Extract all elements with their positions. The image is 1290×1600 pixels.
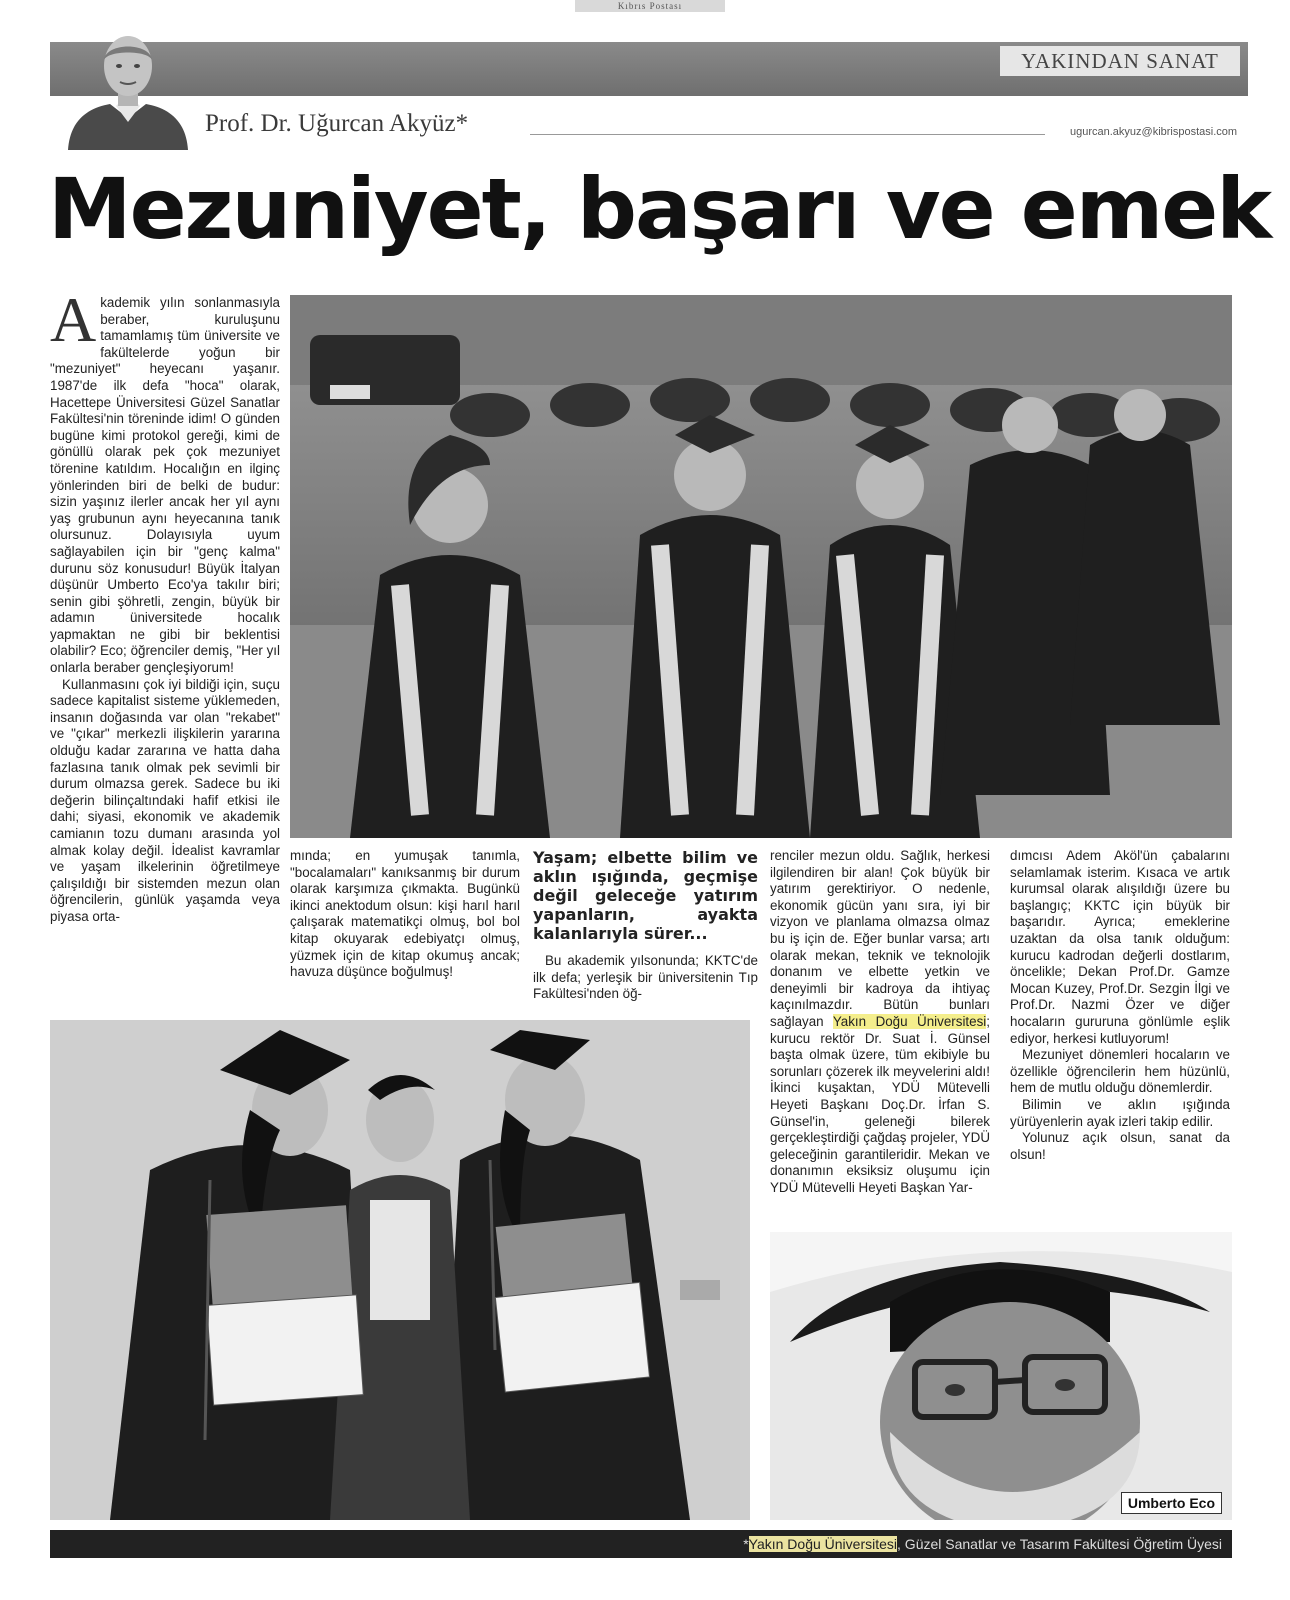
paragraph: Bu akademik yılsonunda; KKTC'de ilk defa; yerleşik bir üniversitenin Tıp Fakültesi'nden öğ- (533, 953, 758, 1002)
paragraph-text: ; kurucu rektör Dr. Suat İ. Günsel başta olmak üzere, tüm ekibiyle bu sorunları çözerek ilk meyvelerini aldı! İkinci kuşaktan, YDÜ Mütevelli Heyeti Başkanı Doç.Dr. İrfan S. Günsel'in, geleneği bilerek gerçekleştirdiği çağdaş projeler, YDÜ geleceğinin garantileridir. Mekan ve donanımın eksiksiz oluşumu için YDÜ Mütevelli Heyeti Başkan Yar- (770, 1013, 990, 1195)
paragraph: Yolunuz açık olsun, sanat da olsun! (1010, 1130, 1230, 1162)
section-label: YAKINDAN SANAT (1000, 46, 1240, 76)
university-name-highlight: Yakın Doğu Üniversitesi (832, 1013, 987, 1029)
umberto-eco-photo (770, 1232, 1232, 1520)
article-column-4 (770, 848, 990, 1196)
graduation-ceremony-photo (290, 295, 1232, 838)
photo-caption: Umberto Eco (1121, 1492, 1222, 1514)
article-column-1 (50, 284, 280, 926)
paragraph: Kullanmasını çok iyi bildiği için, suçu sadece kapitalist sisteme yüklemeden, insanın doğasında var olan "rekabet" ve "çıkar" merkezli ilişkilerin yararına olduğu kadar zararına ve hatta daha fazlasına tanık olmak pek sevimli bir durum olmazsa gerek. Sadece bu iki değerin bilinçaltındaki hafif etkisi ile dahi; siyasi, ekonomik ve akademik camianın tozu dumanı arasında yol almak kolay değil. İdealist kavramlar ve yaşam ilkelerinin öğretilmeye çalışıldığı bir sistemden mezun olan öğrencilerin, günlük yaşamda veya piyasa orta- (50, 676, 280, 924)
paragraph: mında; en yumuşak tanımla, "bocalamaları" kanıksanmış bir durum olarak karşımıza çıkmakta. Bugünkü ikinci anektodum olsun: kişi harıl harıl çalışarak matematikçi olmuş, bol bol kitap okuyarak edebiyatçı olmuş, yüzmek için de kitap okumuş ancak; havuza düşünce boğulmuş! (290, 848, 520, 980)
paragraph-text: renciler mezun oldu. Sağlık, herkesi ilgilendiren bir alan! Çok büyük bir yatırım gerektiriyor. O nedenle, ekonomik gücün yanı sıra, iyi bir vizyon ve planlama olmazsa olmaz bu iş için de. Eğer bunlar varsa; artı olarak mekan, teknik ve teknolojik donanım ve elbette yetkin ve deneyimli bir kadroya da ihtiyaç kaçınılmazdır. Bütün bunları sağlayan (770, 848, 990, 1029)
graduates-with-diplomas-photo (50, 1020, 750, 1520)
newspaper-name: Kıbrıs Postası (575, 0, 725, 12)
paragraph: dımcısı Adem Aköl'ün çabalarını selamlamak isterim. Kısaca ve artık kurumsal olarak alışıldığı üzere bu başlangıç; KKTC için büyük bir başarıdır. Ayrıca; emeklerine uzaktan da olsa tanık olduğum: kurucu kadrodan değerli dostlarım, öncelikle; Dekan Prof.Dr. Gamze Mocan Kuzey, Prof.Dr. Sezgin İlgi ve Prof.Dr. Nazmi Özer ve diğer hocaların gururuna gönlümle eşlik ediyor, herkesi kutluyorum! (1010, 848, 1230, 1046)
headline: Mezuniyet, başarı ve emek (48, 160, 1271, 258)
paragraph: Mezuniyet dönemleri hocaların ve özellikle öğrencilerin hem hüzünlü, hem de mutlu olduğu dönemlerdir. (1010, 1047, 1230, 1096)
paragraph (770, 848, 990, 1196)
affiliation-text: , Güzel Sanatlar ve Tasarım Fakültesi Öğretim Üyesi (897, 1536, 1222, 1552)
paragraph (50, 284, 280, 677)
article-column-5 (1010, 848, 1230, 1163)
pull-quote: Yaşam; elbette bilim ve aklın ışığında, geçmişe değil geleceğe yatırım yapanların, ayakta kalanlarıyla sürer... (533, 848, 758, 943)
footnote-marker: * (743, 1536, 749, 1552)
paragraph-text: kademik yılın sonlanmasıyla beraber, kuruluşunu tamamlamış tüm üniversite ve fakültelerde yoğun bir "mezuniyet" heyecanı yaşanır. 1987'de ilk defa "hoca" olarak, Hacettepe Üniversitesi Güzel Sanatlar Fakültesi'nin töreninde idim! O günden bugüne kimi protokol gereği, kimi de gönüllü olarak pek çok mezuniyet törenine katıldım. Hocalığın en ilginç yönlerinden biri de belki de budur: sizin yaşınız ilerler ancak her yıl aynı yaş grubunun aynı heyecanına tanık olursunuz. Dolayısıyla uyum sağlayabilen için bir "genç kalma" durunu söz konusudur! Büyük İtalyan düşünür Umberto Eco'ya takılır biri; senin gibi şöhretli, zengin, büyük bir adamın üniversitede hocalık yapmaktan ne gibi bir beklentisi olabilir? Eco; öğrenciler demiş, "Her yıl onlarla beraber gençleşiyorum! (50, 295, 280, 676)
author-name: Prof. Dr. Uğurcan Akyüz* (205, 110, 469, 137)
author-rule (530, 134, 1045, 135)
article-column-2 (290, 848, 520, 981)
author-affiliation (743, 1536, 1222, 1552)
university-name-highlight: Yakın Doğu Üniversitesi (748, 1536, 898, 1552)
drop-cap: A (50, 284, 97, 355)
footer-band (50, 1530, 1232, 1558)
article-column-3 (533, 848, 758, 1003)
author-email[interactable]: ugurcan.akyuz@kibrispostasi.com (1070, 126, 1238, 138)
author-photo (58, 22, 198, 150)
paragraph: Bilimin ve aklın ışığında yürüyenlerin ayak izleri takip edilir. (1010, 1096, 1230, 1129)
